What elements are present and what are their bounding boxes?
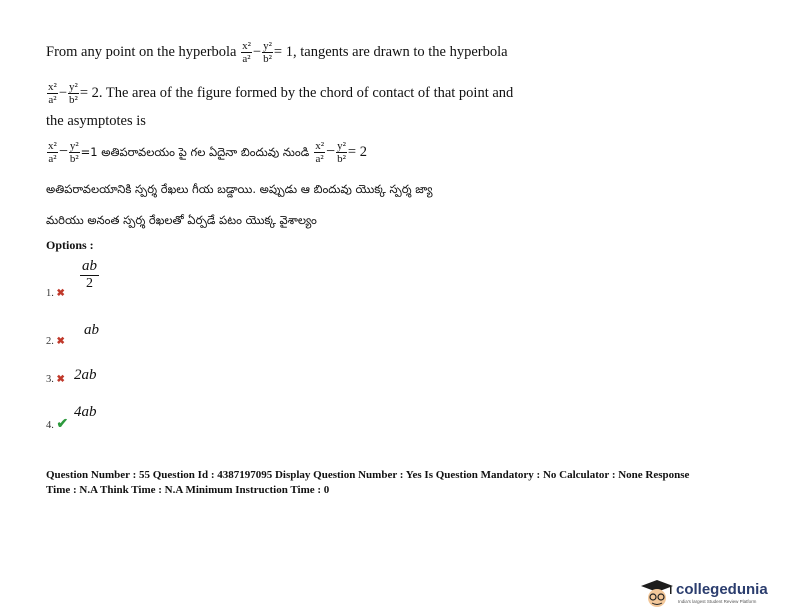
telugu-line-1: $\frac{\text{x²}}{\text{a²}}$ − $\frac{\text{y²}}{\text{b²}}$ =1 అతిపరావలయం పై గల ఏదైనా బిందువు నుండి $\frac{\text{x²}}{\text{a²}}$ − $\frac{\text{y²}}{\text{b²}}$ = 2	[48, 140, 367, 165]
incorrect-icon: ✖	[56, 288, 65, 299]
option-2[interactable]: 2. ✖ ab	[46, 322, 99, 347]
fraction-y-sq-b-sq: $\frac{\text{y²}}{\text{b²}}$	[263, 40, 272, 65]
collegedunia-logo	[640, 578, 790, 608]
option-3[interactable]: 3. ✖ 2ab	[46, 367, 97, 385]
incorrect-icon: ✖	[56, 374, 65, 385]
option-1[interactable]: 1. ✖ ab 2	[46, 258, 97, 299]
logo-wordmark: collegedunia	[676, 581, 768, 598]
option-2-value: ab	[84, 322, 99, 338]
logo-tagline: India's largest Student Review Platform	[678, 599, 757, 604]
option-1-value: ab 2	[82, 258, 97, 291]
fraction-x-sq-a-sq: $\frac{\text{x²}}{\text{a²}}$	[242, 40, 251, 65]
graduate-mascot-icon	[640, 578, 674, 608]
telugu-line-2: అతిపరావలయానికి స్పర్శ రేఖలు గీయ బడ్డాయి. అప్పుడు ఆ బిందువు యొక్క స్పర్శ జ్యా	[46, 182, 433, 196]
correct-check-icon: ✔	[56, 417, 69, 432]
telugu-line-3: మరియు అనంత స్పర్శ రేఖలతో ఏర్పడే పటం యొక్క వైశాల్యం	[46, 213, 317, 227]
fraction-x-sq-a-sq: $\frac{\text{x²}}{\text{a²}}$	[315, 140, 325, 165]
options-heading: Options :	[46, 238, 94, 252]
option-4-value: 4ab	[74, 404, 97, 420]
question-line-1: From any point on the hyperbola $\frac{\text{x²}}{\text{a²}}$ − $\frac{\text{y²}}{\text{b²}}$ = 1, tangents are drawn to the hyperbola	[46, 40, 508, 65]
question-meta: Question Number : 55 Question Id : 4387197095 Display Question Number : Yes Is Question Mandatory : No Calculator : None Response Time : N.A Think Time : N.A Minimum Instruction Time : 0	[46, 469, 690, 496]
option-3-value: 2ab	[74, 367, 97, 383]
fraction-y-sq-b-sq: $\frac{\text{y²}}{\text{b²}}$	[69, 81, 78, 106]
option-4[interactable]: 4. ✔ 4ab	[46, 404, 97, 432]
fraction-x-sq-a-sq: $\frac{\text{x²}}{\text{a²}}$	[48, 81, 57, 106]
fraction-x-sq-a-sq: $\frac{\text{x²}}{\text{a²}}$	[48, 140, 57, 165]
question-line-2: $\frac{\text{x²}}{\text{a²}}$ − $\frac{\text{y²}}{\text{b²}}$ = 2. The area of the figure formed by the chord of contact of that point and	[48, 81, 514, 106]
question-line-3: the asymptotes is	[46, 113, 146, 129]
incorrect-icon: ✖	[56, 336, 65, 347]
question-text: From any point on the hyperbola	[46, 43, 237, 60]
fraction-y-sq-b-sq: $\frac{\text{y²}}{\text{b²}}$	[337, 140, 346, 165]
fraction-y-sq-b-sq: $\frac{\text{y²}}{\text{b²}}$	[69, 140, 79, 165]
